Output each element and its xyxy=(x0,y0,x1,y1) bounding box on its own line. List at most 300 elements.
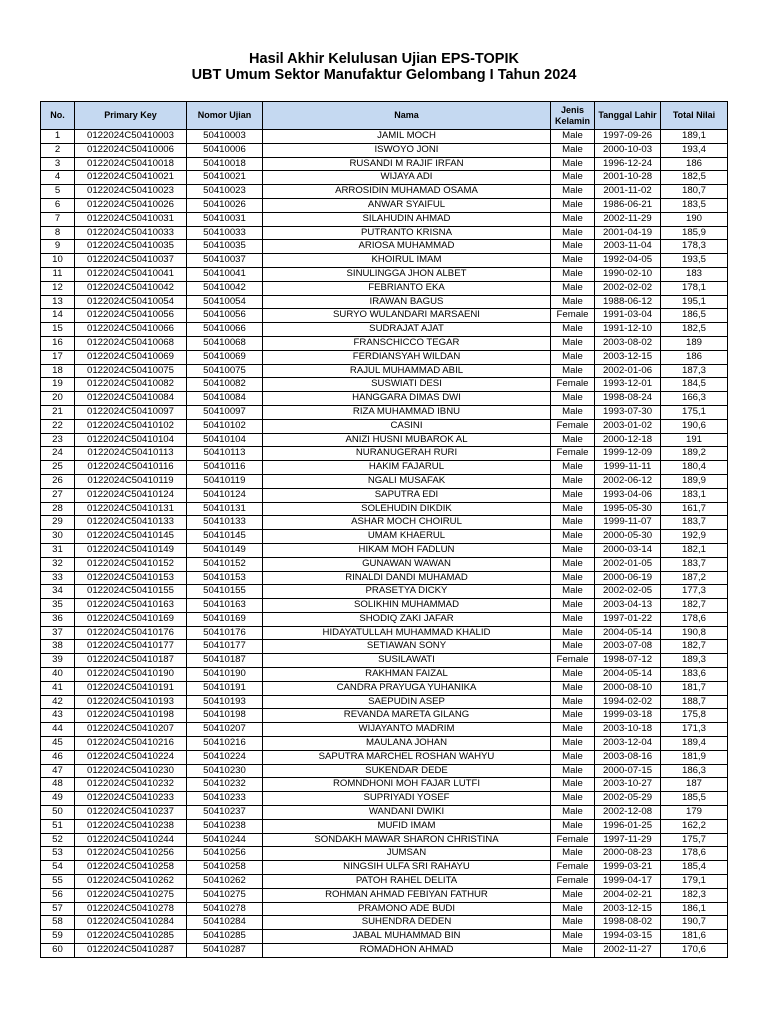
cell-tanggal-lahir: 2003-01-02 xyxy=(595,419,661,433)
cell-no: 29 xyxy=(41,516,75,530)
cell-jenis-kelamin: Male xyxy=(551,336,595,350)
cell-primary-key: 0122024C50410287 xyxy=(75,944,187,958)
cell-nama: SUSWIATI DESI xyxy=(263,378,551,392)
cell-primary-key: 0122024C50410023 xyxy=(75,185,187,199)
cell-nomor-ujian: 50410145 xyxy=(187,530,263,544)
cell-jenis-kelamin: Male xyxy=(551,350,595,364)
cell-jenis-kelamin: Male xyxy=(551,405,595,419)
cell-nama: JUMSAN xyxy=(263,847,551,861)
cell-no: 57 xyxy=(41,902,75,916)
cell-nomor-ujian: 50410198 xyxy=(187,709,263,723)
cell-tanggal-lahir: 1992-04-05 xyxy=(595,254,661,268)
cell-primary-key: 0122024C50410187 xyxy=(75,654,187,668)
cell-nomor-ujian: 50410149 xyxy=(187,543,263,557)
table-row xyxy=(41,309,728,323)
cell-primary-key: 0122024C50410258 xyxy=(75,861,187,875)
cell-nomor-ujian: 50410285 xyxy=(187,930,263,944)
cell-total-nilai: 182,7 xyxy=(661,640,728,654)
cell-tanggal-lahir: 1993-04-06 xyxy=(595,488,661,502)
cell-no: 47 xyxy=(41,764,75,778)
cell-nama: ANWAR SYAIFUL xyxy=(263,198,551,212)
cell-tanggal-lahir: 2000-05-30 xyxy=(595,530,661,544)
cell-no: 35 xyxy=(41,599,75,613)
table-row xyxy=(41,143,728,157)
cell-nomor-ujian: 50410018 xyxy=(187,157,263,171)
table-row xyxy=(41,267,728,281)
cell-tanggal-lahir: 1999-12-09 xyxy=(595,447,661,461)
cell-tanggal-lahir: 1999-03-18 xyxy=(595,709,661,723)
cell-total-nilai: 185,9 xyxy=(661,226,728,240)
cell-nomor-ujian: 50410066 xyxy=(187,323,263,337)
cell-nomor-ujian: 50410041 xyxy=(187,267,263,281)
cell-primary-key: 0122024C50410224 xyxy=(75,750,187,764)
cell-primary-key: 0122024C50410244 xyxy=(75,833,187,847)
cell-total-nilai: 182,3 xyxy=(661,888,728,902)
cell-nomor-ujian: 50410153 xyxy=(187,571,263,585)
cell-primary-key: 0122024C50410284 xyxy=(75,916,187,930)
cell-jenis-kelamin: Male xyxy=(551,254,595,268)
table-row xyxy=(41,474,728,488)
cell-jenis-kelamin: Female xyxy=(551,447,595,461)
cell-nomor-ujian: 50410275 xyxy=(187,888,263,902)
table-row xyxy=(41,461,728,475)
cell-nomor-ujian: 50410187 xyxy=(187,654,263,668)
cell-primary-key: 0122024C50410190 xyxy=(75,668,187,682)
cell-primary-key: 0122024C50410069 xyxy=(75,350,187,364)
cell-total-nilai: 180,7 xyxy=(661,185,728,199)
table-row xyxy=(41,530,728,544)
cell-tanggal-lahir: 1998-08-02 xyxy=(595,916,661,930)
cell-jenis-kelamin: Male xyxy=(551,695,595,709)
cell-primary-key: 0122024C50410191 xyxy=(75,681,187,695)
cell-tanggal-lahir: 2003-08-02 xyxy=(595,336,661,350)
cell-jenis-kelamin: Male xyxy=(551,198,595,212)
cell-nama: JABAL MUHAMMAD BIN xyxy=(263,930,551,944)
cell-nomor-ujian: 50410102 xyxy=(187,419,263,433)
cell-nama: IRAWAN BAGUS xyxy=(263,295,551,309)
cell-nomor-ujian: 50410033 xyxy=(187,226,263,240)
cell-no: 48 xyxy=(41,778,75,792)
cell-no: 58 xyxy=(41,916,75,930)
cell-primary-key: 0122024C50410145 xyxy=(75,530,187,544)
cell-no: 12 xyxy=(41,281,75,295)
cell-jenis-kelamin: Male xyxy=(551,461,595,475)
cell-nama: SUKENDAR DEDE xyxy=(263,764,551,778)
cell-total-nilai: 182,7 xyxy=(661,599,728,613)
cell-primary-key: 0122024C50410041 xyxy=(75,267,187,281)
cell-nomor-ujian: 50410037 xyxy=(187,254,263,268)
table-row xyxy=(41,944,728,958)
table-row xyxy=(41,806,728,820)
cell-tanggal-lahir: 1997-09-26 xyxy=(595,130,661,144)
cell-jenis-kelamin: Male xyxy=(551,474,595,488)
cell-nomor-ujian: 50410193 xyxy=(187,695,263,709)
cell-nama: SONDAKH MAWAR SHARON CHRISTINA xyxy=(263,833,551,847)
cell-tanggal-lahir: 1999-04-17 xyxy=(595,875,661,889)
cell-total-nilai: 182,5 xyxy=(661,171,728,185)
table-row xyxy=(41,323,728,337)
cell-nama: SUSILAWATI xyxy=(263,654,551,668)
cell-tanggal-lahir: 2000-10-03 xyxy=(595,143,661,157)
cell-jenis-kelamin: Male xyxy=(551,130,595,144)
table-row xyxy=(41,888,728,902)
cell-jenis-kelamin: Female xyxy=(551,875,595,889)
cell-tanggal-lahir: 2004-02-21 xyxy=(595,888,661,902)
table-row xyxy=(41,212,728,226)
cell-no: 31 xyxy=(41,543,75,557)
cell-nomor-ujian: 50410031 xyxy=(187,212,263,226)
table-row xyxy=(41,516,728,530)
cell-jenis-kelamin: Male xyxy=(551,571,595,585)
cell-total-nilai: 178,3 xyxy=(661,240,728,254)
cell-nama: REVANDA MARETA GILANG xyxy=(263,709,551,723)
cell-no: 26 xyxy=(41,474,75,488)
cell-tanggal-lahir: 2002-11-27 xyxy=(595,944,661,958)
cell-tanggal-lahir: 2002-06-12 xyxy=(595,474,661,488)
cell-nama: PRAMONO ADE BUDI xyxy=(263,902,551,916)
table-row xyxy=(41,295,728,309)
cell-tanggal-lahir: 1998-08-24 xyxy=(595,392,661,406)
cell-nomor-ujian: 50410163 xyxy=(187,599,263,613)
cell-tanggal-lahir: 2003-07-08 xyxy=(595,640,661,654)
cell-total-nilai: 179 xyxy=(661,806,728,820)
cell-nama: WIJAYANTO MADRIM xyxy=(263,723,551,737)
cell-total-nilai: 186 xyxy=(661,157,728,171)
cell-nomor-ujian: 50410097 xyxy=(187,405,263,419)
cell-total-nilai: 162,2 xyxy=(661,819,728,833)
cell-total-nilai: 183,1 xyxy=(661,488,728,502)
cell-nama: PATOH RAHEL DELITA xyxy=(263,875,551,889)
cell-primary-key: 0122024C50410035 xyxy=(75,240,187,254)
cell-tanggal-lahir: 2001-04-19 xyxy=(595,226,661,240)
cell-nama: SAEPUDIN ASEP xyxy=(263,695,551,709)
cell-no: 56 xyxy=(41,888,75,902)
table-row xyxy=(41,916,728,930)
cell-primary-key: 0122024C50410037 xyxy=(75,254,187,268)
cell-jenis-kelamin: Male xyxy=(551,295,595,309)
cell-nama: RAKHMAN FAIZAL xyxy=(263,668,551,682)
cell-tanggal-lahir: 2004-05-14 xyxy=(595,626,661,640)
header-primary-key: Primary Key xyxy=(75,102,187,130)
cell-primary-key: 0122024C50410131 xyxy=(75,502,187,516)
cell-jenis-kelamin: Male xyxy=(551,171,595,185)
cell-tanggal-lahir: 1998-07-12 xyxy=(595,654,661,668)
cell-no: 17 xyxy=(41,350,75,364)
cell-primary-key: 0122024C50410285 xyxy=(75,930,187,944)
cell-no: 40 xyxy=(41,668,75,682)
cell-total-nilai: 190,6 xyxy=(661,419,728,433)
cell-total-nilai: 161,7 xyxy=(661,502,728,516)
cell-primary-key: 0122024C50410153 xyxy=(75,571,187,585)
header-jenis-kelamin: Jenis Kelamin xyxy=(551,102,595,130)
cell-no: 43 xyxy=(41,709,75,723)
cell-no: 21 xyxy=(41,405,75,419)
cell-jenis-kelamin: Male xyxy=(551,585,595,599)
table-row xyxy=(41,405,728,419)
cell-nama: SILAHUDIN AHMAD xyxy=(263,212,551,226)
cell-tanggal-lahir: 2003-12-15 xyxy=(595,350,661,364)
cell-nama: SHODIQ ZAKI JAFAR xyxy=(263,612,551,626)
table-row xyxy=(41,599,728,613)
cell-nomor-ujian: 50410224 xyxy=(187,750,263,764)
cell-jenis-kelamin: Male xyxy=(551,392,595,406)
cell-tanggal-lahir: 2002-01-05 xyxy=(595,557,661,571)
cell-nomor-ujian: 50410054 xyxy=(187,295,263,309)
cell-nomor-ujian: 50410021 xyxy=(187,171,263,185)
cell-total-nilai: 190,7 xyxy=(661,916,728,930)
cell-no: 37 xyxy=(41,626,75,640)
table-row xyxy=(41,875,728,889)
table-row xyxy=(41,709,728,723)
cell-nomor-ujian: 50410155 xyxy=(187,585,263,599)
cell-nama: ASHAR MOCH CHOIRUL xyxy=(263,516,551,530)
cell-no: 33 xyxy=(41,571,75,585)
table-row xyxy=(41,502,728,516)
cell-nama: HIKAM MOH FADLUN xyxy=(263,543,551,557)
cell-nama: ROMADHON AHMAD xyxy=(263,944,551,958)
cell-no: 11 xyxy=(41,267,75,281)
cell-total-nilai: 189,1 xyxy=(661,130,728,144)
table-row xyxy=(41,750,728,764)
cell-no: 32 xyxy=(41,557,75,571)
table-row xyxy=(41,433,728,447)
table-row xyxy=(41,557,728,571)
cell-tanggal-lahir: 1996-01-25 xyxy=(595,819,661,833)
cell-total-nilai: 189,9 xyxy=(661,474,728,488)
cell-primary-key: 0122024C50410155 xyxy=(75,585,187,599)
cell-jenis-kelamin: Female xyxy=(551,654,595,668)
cell-total-nilai: 182,1 xyxy=(661,543,728,557)
cell-jenis-kelamin: Male xyxy=(551,599,595,613)
header-nomor-ujian: Nomor Ujian xyxy=(187,102,263,130)
cell-jenis-kelamin: Male xyxy=(551,530,595,544)
cell-no: 44 xyxy=(41,723,75,737)
cell-no: 19 xyxy=(41,378,75,392)
table-row xyxy=(41,571,728,585)
cell-jenis-kelamin: Male xyxy=(551,902,595,916)
table-row xyxy=(41,778,728,792)
cell-nama: RAJUL MUHAMMAD ABIL xyxy=(263,364,551,378)
cell-nomor-ujian: 50410256 xyxy=(187,847,263,861)
cell-jenis-kelamin: Male xyxy=(551,226,595,240)
cell-jenis-kelamin: Female xyxy=(551,309,595,323)
cell-tanggal-lahir: 1988-06-12 xyxy=(595,295,661,309)
cell-nama: NINGSIH ULFA SRI RAHAYU xyxy=(263,861,551,875)
table-row xyxy=(41,626,728,640)
cell-tanggal-lahir: 2003-10-27 xyxy=(595,778,661,792)
cell-primary-key: 0122024C50410066 xyxy=(75,323,187,337)
cell-tanggal-lahir: 1997-01-22 xyxy=(595,612,661,626)
cell-primary-key: 0122024C50410033 xyxy=(75,226,187,240)
cell-total-nilai: 181,7 xyxy=(661,681,728,695)
cell-jenis-kelamin: Male xyxy=(551,792,595,806)
cell-primary-key: 0122024C50410133 xyxy=(75,516,187,530)
cell-tanggal-lahir: 1999-11-07 xyxy=(595,516,661,530)
cell-tanggal-lahir: 2003-12-15 xyxy=(595,902,661,916)
table-row xyxy=(41,833,728,847)
cell-primary-key: 0122024C50410104 xyxy=(75,433,187,447)
cell-nomor-ujian: 50410287 xyxy=(187,944,263,958)
cell-nomor-ujian: 50410035 xyxy=(187,240,263,254)
cell-nama: MAULANA JOHAN xyxy=(263,737,551,751)
table-row xyxy=(41,612,728,626)
cell-tanggal-lahir: 1993-12-01 xyxy=(595,378,661,392)
cell-no: 13 xyxy=(41,295,75,309)
cell-jenis-kelamin: Male xyxy=(551,185,595,199)
cell-tanggal-lahir: 2000-06-19 xyxy=(595,571,661,585)
cell-no: 46 xyxy=(41,750,75,764)
cell-tanggal-lahir: 2004-05-14 xyxy=(595,668,661,682)
cell-primary-key: 0122024C50410084 xyxy=(75,392,187,406)
cell-nomor-ujian: 50410262 xyxy=(187,875,263,889)
cell-tanggal-lahir: 2001-11-02 xyxy=(595,185,661,199)
cell-nomor-ujian: 50410244 xyxy=(187,833,263,847)
cell-total-nilai: 189 xyxy=(661,336,728,350)
cell-nomor-ujian: 50410238 xyxy=(187,819,263,833)
cell-nomor-ujian: 50410230 xyxy=(187,764,263,778)
cell-jenis-kelamin: Male xyxy=(551,488,595,502)
cell-total-nilai: 183,7 xyxy=(661,516,728,530)
cell-total-nilai: 175,7 xyxy=(661,833,728,847)
cell-nama: WANDANI DWIKI xyxy=(263,806,551,820)
cell-no: 28 xyxy=(41,502,75,516)
table-row xyxy=(41,240,728,254)
table-row xyxy=(41,723,728,737)
cell-no: 49 xyxy=(41,792,75,806)
cell-primary-key: 0122024C50410232 xyxy=(75,778,187,792)
cell-nomor-ujian: 50410131 xyxy=(187,502,263,516)
cell-total-nilai: 188,7 xyxy=(661,695,728,709)
table-row xyxy=(41,737,728,751)
table-row xyxy=(41,764,728,778)
cell-total-nilai: 187,3 xyxy=(661,364,728,378)
header-nama: Nama xyxy=(263,102,551,130)
cell-jenis-kelamin: Male xyxy=(551,612,595,626)
table-row xyxy=(41,157,728,171)
cell-nomor-ujian: 50410124 xyxy=(187,488,263,502)
cell-nama: FERDIANSYAH WILDAN xyxy=(263,350,551,364)
cell-total-nilai: 183,6 xyxy=(661,668,728,682)
cell-primary-key: 0122024C50410238 xyxy=(75,819,187,833)
cell-no: 4 xyxy=(41,171,75,185)
cell-total-nilai: 187,2 xyxy=(661,571,728,585)
cell-total-nilai: 182,5 xyxy=(661,323,728,337)
cell-nomor-ujian: 50410233 xyxy=(187,792,263,806)
table-header-row xyxy=(41,102,728,130)
cell-nomor-ujian: 50410119 xyxy=(187,474,263,488)
cell-jenis-kelamin: Male xyxy=(551,640,595,654)
cell-nomor-ujian: 50410023 xyxy=(187,185,263,199)
cell-jenis-kelamin: Female xyxy=(551,861,595,875)
cell-no: 2 xyxy=(41,143,75,157)
cell-primary-key: 0122024C50410256 xyxy=(75,847,187,861)
cell-primary-key: 0122024C50410113 xyxy=(75,447,187,461)
cell-nama: CASINI xyxy=(263,419,551,433)
cell-tanggal-lahir: 1990-02-10 xyxy=(595,267,661,281)
cell-tanggal-lahir: 2002-02-02 xyxy=(595,281,661,295)
cell-nomor-ujian: 50410075 xyxy=(187,364,263,378)
cell-jenis-kelamin: Male xyxy=(551,433,595,447)
cell-no: 8 xyxy=(41,226,75,240)
cell-total-nilai: 179,1 xyxy=(661,875,728,889)
cell-jenis-kelamin: Male xyxy=(551,157,595,171)
cell-jenis-kelamin: Male xyxy=(551,502,595,516)
cell-jenis-kelamin: Male xyxy=(551,668,595,682)
document-title: Hasil Akhir Kelulusan Ujian EPS-TOPIK xyxy=(249,51,519,67)
cell-no: 7 xyxy=(41,212,75,226)
cell-tanggal-lahir: 1991-12-10 xyxy=(595,323,661,337)
cell-total-nilai: 189,3 xyxy=(661,654,728,668)
table-row xyxy=(41,585,728,599)
cell-no: 5 xyxy=(41,185,75,199)
table-row xyxy=(41,226,728,240)
cell-tanggal-lahir: 2000-12-18 xyxy=(595,433,661,447)
cell-nomor-ujian: 50410026 xyxy=(187,198,263,212)
table-row xyxy=(41,861,728,875)
cell-jenis-kelamin: Male xyxy=(551,806,595,820)
table-row xyxy=(41,378,728,392)
cell-primary-key: 0122024C50410275 xyxy=(75,888,187,902)
cell-no: 45 xyxy=(41,737,75,751)
cell-tanggal-lahir: 2000-03-14 xyxy=(595,543,661,557)
cell-primary-key: 0122024C50410056 xyxy=(75,309,187,323)
cell-total-nilai: 170,6 xyxy=(661,944,728,958)
cell-nomor-ujian: 50410169 xyxy=(187,612,263,626)
cell-nama: CANDRA PRAYUGA YUHANIKA xyxy=(263,681,551,695)
cell-nomor-ujian: 50410006 xyxy=(187,143,263,157)
cell-no: 53 xyxy=(41,847,75,861)
cell-no: 1 xyxy=(41,130,75,144)
cell-nama: HAKIM FAJARUL xyxy=(263,461,551,475)
cell-jenis-kelamin: Male xyxy=(551,240,595,254)
cell-no: 34 xyxy=(41,585,75,599)
cell-nomor-ujian: 50410133 xyxy=(187,516,263,530)
cell-primary-key: 0122024C50410207 xyxy=(75,723,187,737)
cell-nomor-ujian: 50410278 xyxy=(187,902,263,916)
cell-primary-key: 0122024C50410119 xyxy=(75,474,187,488)
cell-total-nilai: 171,3 xyxy=(661,723,728,737)
cell-primary-key: 0122024C50410262 xyxy=(75,875,187,889)
cell-no: 30 xyxy=(41,530,75,544)
cell-jenis-kelamin: Female xyxy=(551,419,595,433)
cell-nomor-ujian: 50410258 xyxy=(187,861,263,875)
cell-tanggal-lahir: 1997-11-29 xyxy=(595,833,661,847)
cell-no: 51 xyxy=(41,819,75,833)
cell-total-nilai: 178,6 xyxy=(661,612,728,626)
cell-nama: SUHENDRA DEDEN xyxy=(263,916,551,930)
cell-no: 39 xyxy=(41,654,75,668)
table-row xyxy=(41,695,728,709)
cell-jenis-kelamin: Male xyxy=(551,681,595,695)
cell-nomor-ujian: 50410104 xyxy=(187,433,263,447)
table-row xyxy=(41,198,728,212)
cell-jenis-kelamin: Male xyxy=(551,888,595,902)
table-row xyxy=(41,419,728,433)
cell-total-nilai: 186,1 xyxy=(661,902,728,916)
cell-jenis-kelamin: Male xyxy=(551,323,595,337)
cell-nama: ROHMAN AHMAD FEBIYAN FATHUR xyxy=(263,888,551,902)
cell-nama: FRANSCHICCO TEGAR xyxy=(263,336,551,350)
cell-nama: ISWOYO JONI xyxy=(263,143,551,157)
cell-primary-key: 0122024C50410233 xyxy=(75,792,187,806)
cell-total-nilai: 183,7 xyxy=(661,557,728,571)
cell-total-nilai: 187 xyxy=(661,778,728,792)
cell-nama: SOLIKHIN MUHAMMAD xyxy=(263,599,551,613)
cell-no: 42 xyxy=(41,695,75,709)
cell-tanggal-lahir: 2003-12-04 xyxy=(595,737,661,751)
cell-primary-key: 0122024C50410042 xyxy=(75,281,187,295)
cell-tanggal-lahir: 2001-10-28 xyxy=(595,171,661,185)
